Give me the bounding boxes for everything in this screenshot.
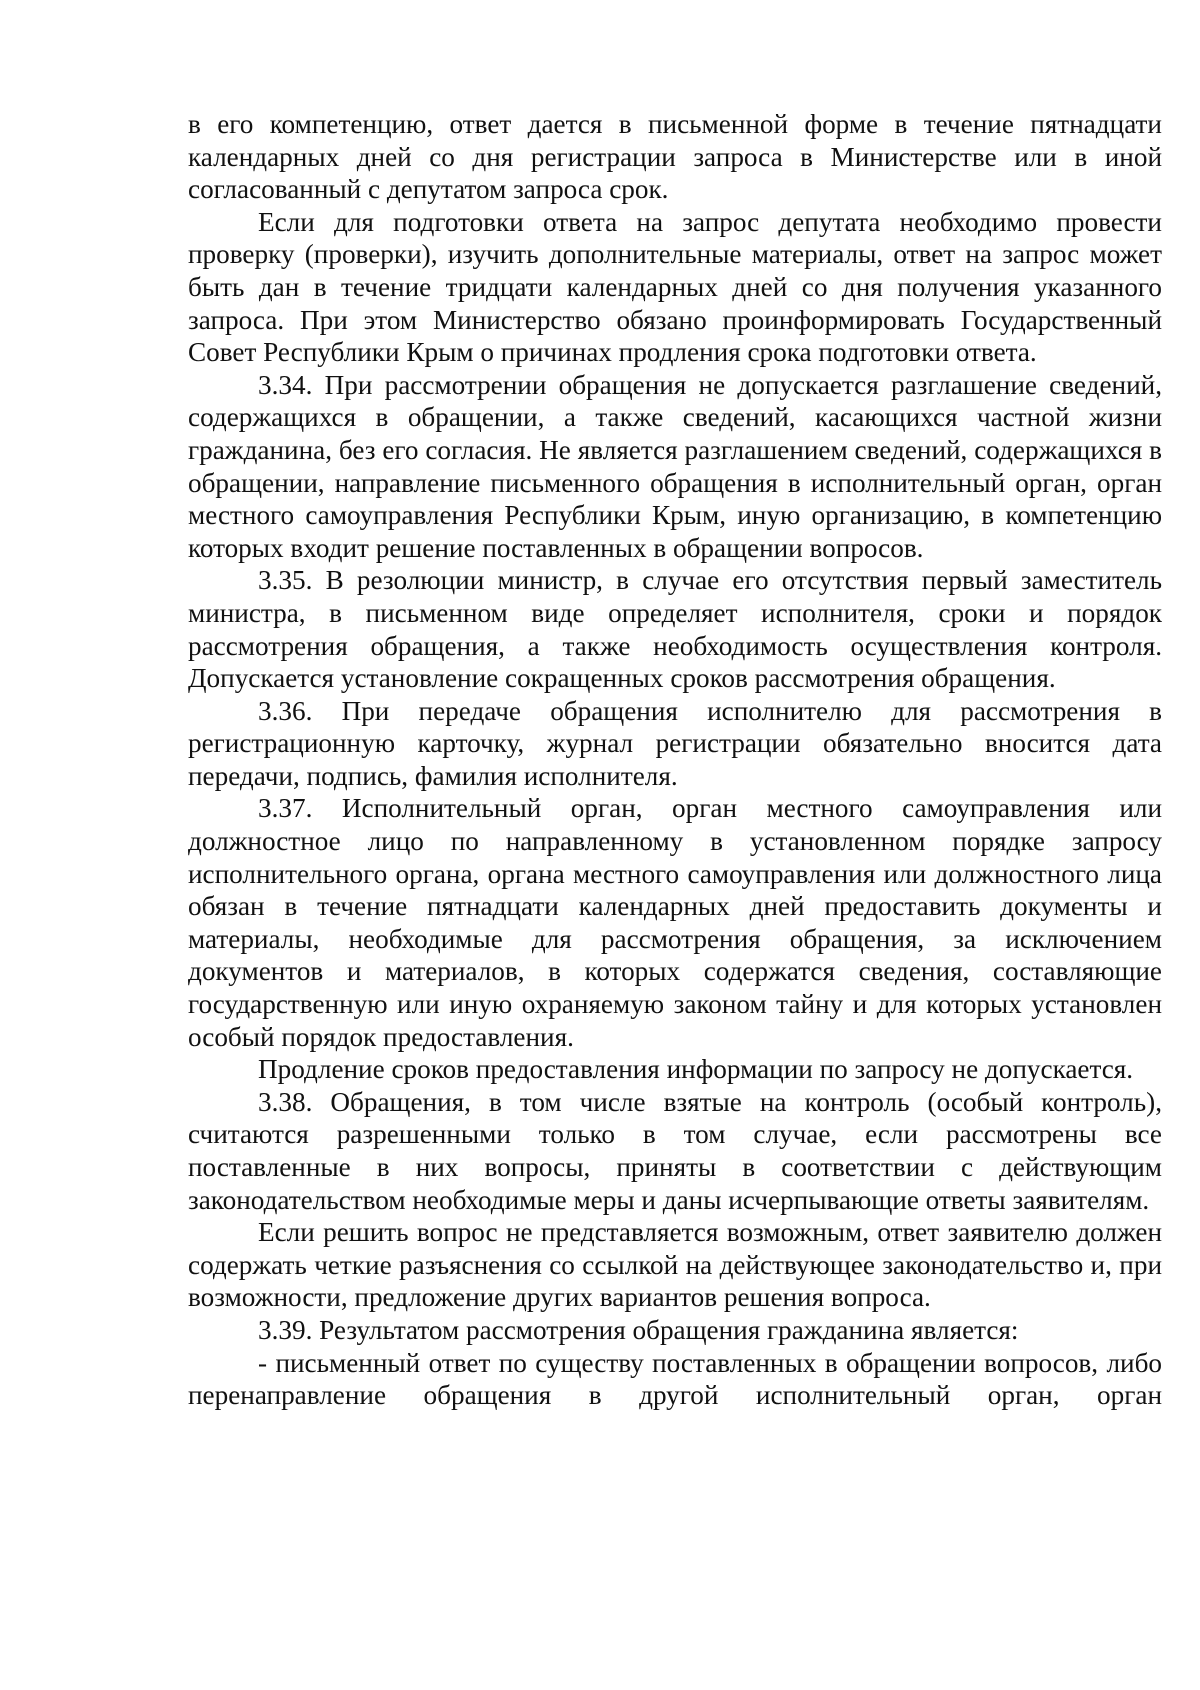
paragraph-impossible-resolution: Если решить вопрос не представляется возможным, ответ заявителю должен содержать четкие разъяснения со ссылкой на действующее законодательство и, при возможности, предложение других вариантов решения вопроса. — [188, 1217, 1162, 1313]
paragraph-3-35: 3.35. В резолюции министр, в случае его отсутствия первый заместитель министра, в письменном виде определяет исполнителя, сроки и порядок рассмотрения обращения, а также необходимость осуществления контроля. Допускается установление сокращенных сроков рассмотрения обращения. — [188, 565, 1162, 694]
paragraph-3-37: 3.37. Исполнительный орган, орган местного самоуправления или должностное лицо по направленному в установленном порядке запросу исполнительного органа, органа местного самоуправления или должностного лица обязан в течение пятнадцати календарных дней предоставить документы и материалы, необходимые для рассмотрения обращения, за исключением документов и материалов, в которых содержатся сведения, составляющие государственную или иную охраняемую законом тайну и для которых установлен особый порядок предоставления. — [188, 793, 1162, 1052]
document-page — [188, 108, 1162, 1412]
paragraph-3-36: 3.36. При передаче обращения исполнителю для рассмотрения в регистрационную карточку, журнал регистрации обязательно вносится дата передачи, подпись, фамилия исполнителя. — [188, 695, 1162, 791]
paragraph-3-38: 3.38. Обращения, в том числе взятые на контроль (особый контроль), считаются разрешенными только в том случае, если рассмотрены все поставленные в них вопросы, приняты в соответствии с действующим законодательством необходимые меры и даны исчерпывающие ответы заявителям. — [188, 1086, 1162, 1215]
paragraph-written-answer-item: - письменный ответ по существу поставленных в обращении вопросов, либо перенаправление обращения в другой исполнительный орган, орган — [188, 1347, 1162, 1411]
paragraph-extension-not-allowed: Продление сроков предоставления информации по запросу не допускается. — [258, 1054, 1134, 1085]
paragraph-competence-continuation: в его компетенцию, ответ дается в письменной форме в течение пятнадцати календарных дней со дня регистрации запроса в Министерстве или в иной согласованный с депутатом запроса срок. — [188, 109, 1162, 205]
paragraph-3-39: 3.39. Результатом рассмотрения обращения гражданина является: — [258, 1314, 1019, 1345]
paragraph-deputy-request-extension: Если для подготовки ответа на запрос депутата необходимо провести проверку (проверки), изучить дополнительные материалы, ответ на запрос может быть дан в течение тридцати календарных дней со дня получения указанного запроса. При этом Министерство обязано проинформировать Государственный Совет Республики Крым о причинах продления срока подготовки ответа. — [188, 206, 1162, 368]
paragraph-3-34: 3.34. При рассмотрении обращения не допускается разглашение сведений, содержащихся в обращении, а также сведений, касающихся частной жизни гражданина, без его согласия. Не является разглашением сведений, содержащихся в обращении, направление письменного обращения в исполнительный орган, орган местного самоуправления Республики Крым, иную организацию, в компетенцию которых входит решение поставленных в обращении вопросов. — [188, 369, 1162, 563]
